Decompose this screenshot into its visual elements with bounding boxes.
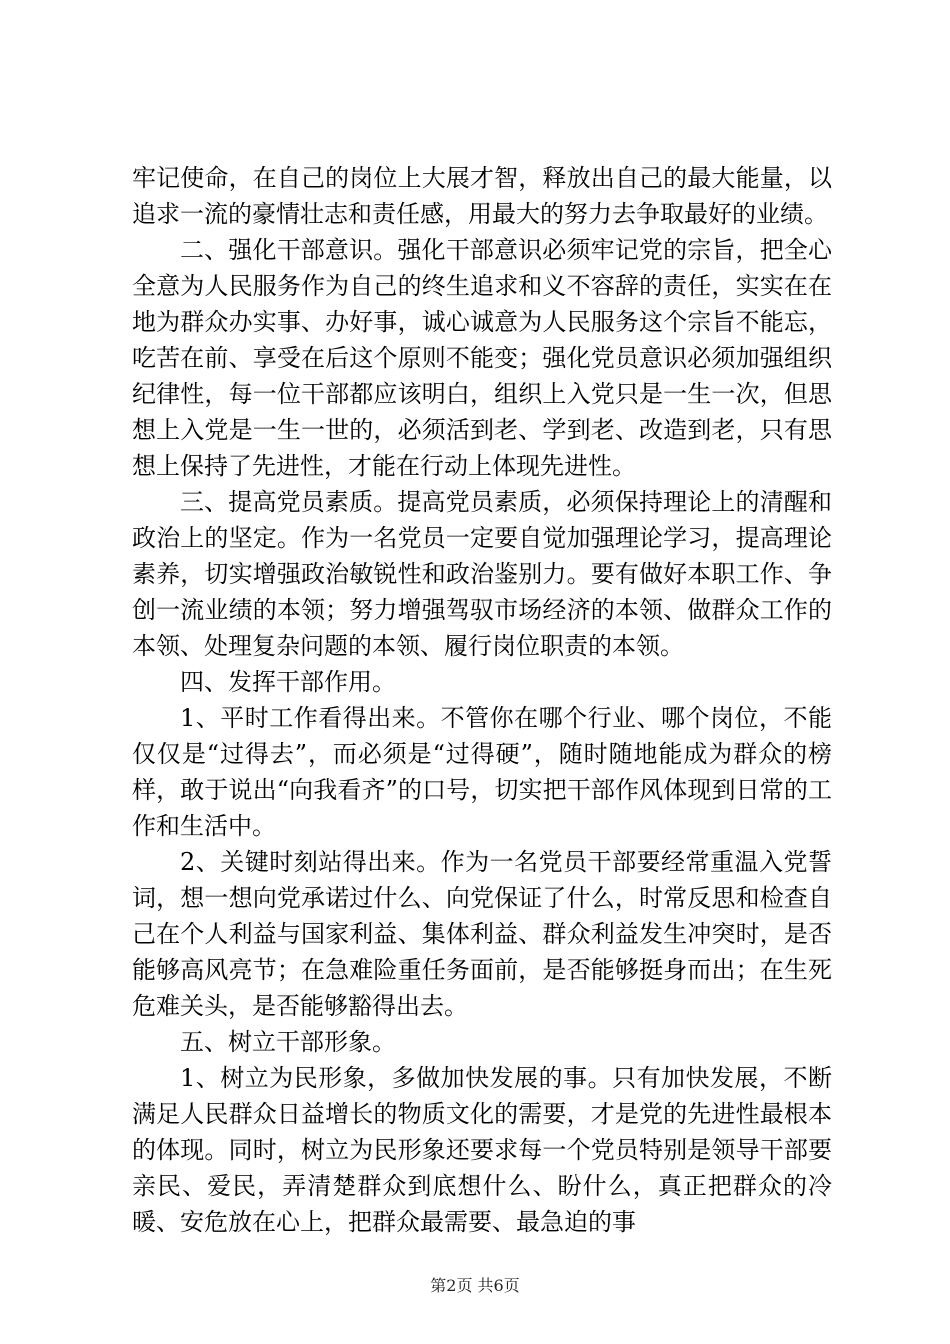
heading-section-4: 四、发挥干部作用。 xyxy=(180,668,396,696)
paragraph-section-3: 三、提高党员素质。提高党员素质，必须保持理论上的清醒和政治上的坚定。作为一名党员一定要自觉加强理论学习，提高理论素养，切实增强政治敏锐性和政治鉴别力。要有做好本职工作、争创一流业绩的本领；努力增强驾驭市场经济的本领、做群众工作的本领、处理复杂问题的本领、履行岗位职责的本领。 xyxy=(132,488,832,660)
document-body xyxy=(132,160,832,1240)
paragraph-section-4-item-1: 1、平时工作看得出来。不管你在哪个行业、哪个岗位，不能仅仅是“过得去”，而必须是“过得硬”，随时随地能成为群众的榜样，敢于说出“向我看齐”的口号，切实把干部作风体现到日常的工作和生活中。 xyxy=(132,704,832,840)
paragraph-section-5-item-1: 1、树立为民形象，多做加快发展的事。只有加快发展，不断满足人民群众日益增长的物质文化的需要，才是党的先进性最根本的体现。同时，树立为民形象还要求每一个党员特别是领导干部要亲民、爱民，弄清楚群众到底想什么、盼什么，真正把群众的冷暖、安危放在心上，把群众最需要、最急迫的事 xyxy=(132,1064,832,1236)
paragraph-section-4-item-2: 2、关键时刻站得出来。作为一名党员干部要经常重温入党誓词，想一想向党承诺过什么、向党保证了什么，时常反思和检查自己在个人利益与国家利益、集体利益、群众利益发生冲突时，是否能够高风亮节；在急难险重任务面前，是否能够挺身而出；在生死危难关头，是否能够豁得出去。 xyxy=(132,848,832,1020)
paragraph-continuation: 牢记使命，在自己的岗位上大展才智，释放出自己的最大能量，以追求一流的豪情壮志和责任感，用最大的努力去争取最好的业绩。 xyxy=(132,164,832,228)
paragraph-section-2: 二、强化干部意识。强化干部意识必须牢记党的宗旨，把全心全意为人民服务作为自己的终生追求和义不容辞的责任，实实在在地为群众办实事、办好事，诚心诚意为人民服务这个宗旨不能忘，吃苦在前、享受在后这个原则不能变；强化党员意识必须加强组织纪律性，每一位干部都应该明白，组织上入党只是一生一次，但思想上入党是一生一世的，必须活到老、学到老、改造到老，只有思想上保持了先进性，才能在行动上体现先进性。 xyxy=(132,236,832,480)
page-number-footer: 第2页 共6页 xyxy=(430,1276,520,1295)
heading-section-5: 五、树立干部形象。 xyxy=(180,1028,396,1056)
